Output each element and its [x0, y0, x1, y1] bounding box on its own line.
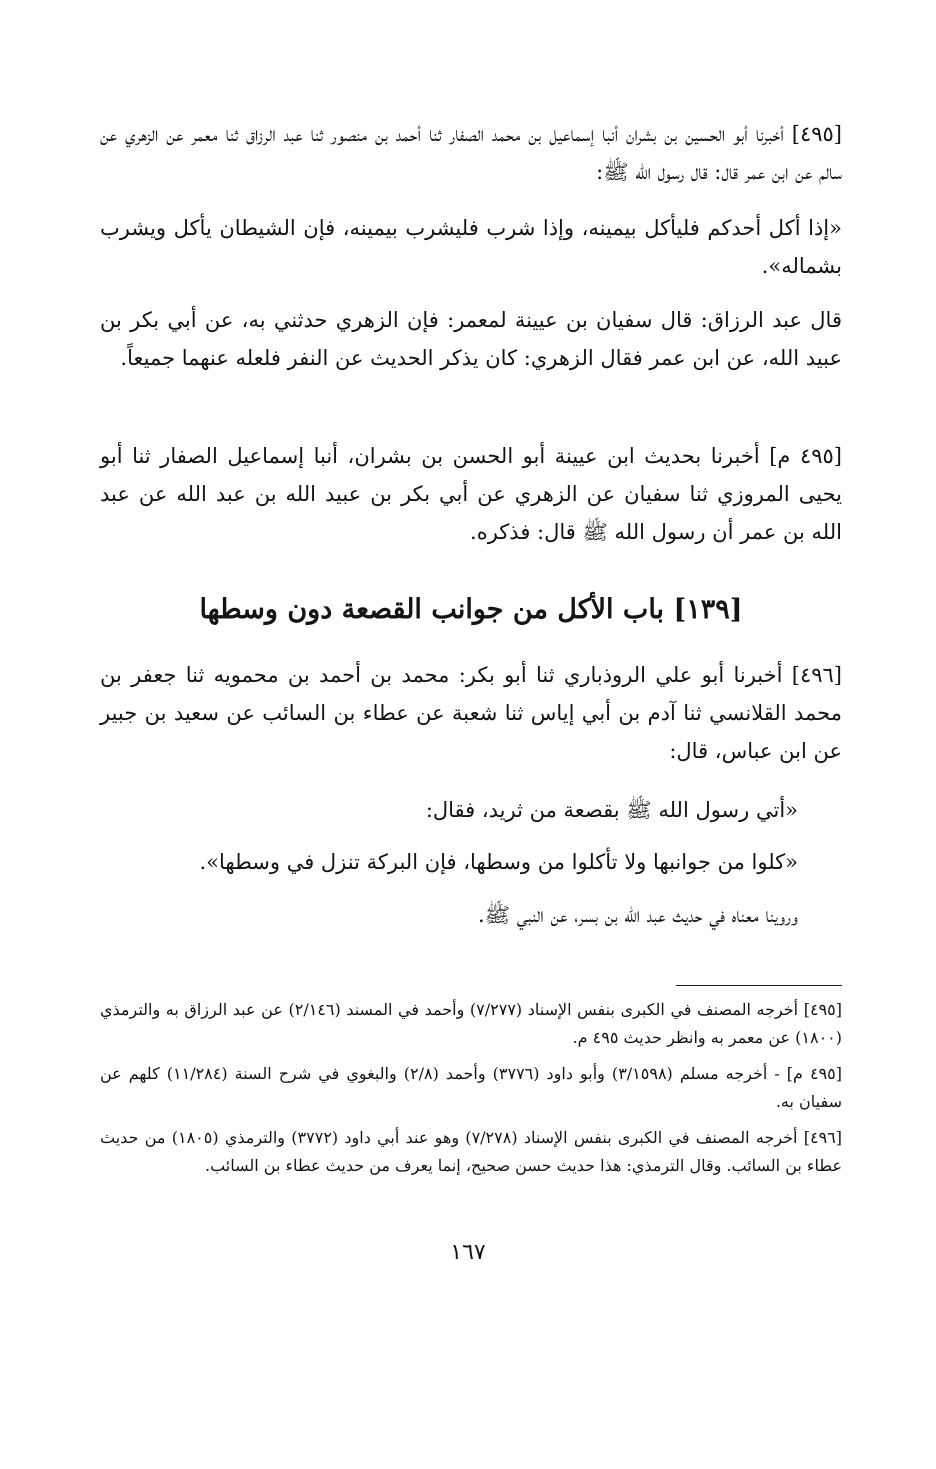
riwaya-note: وروينا معناه في حديث عبد الله بن بسر، عن النبي ﷺ.: [477, 903, 798, 927]
footnote-495m: [٤٩٥ م] - أخرجه مسلم (٣/١٥٩٨) وأبو داود (٣٧٧٦) وأحمد (٢/٨) والبغوي في شرح السنة (١١/٢٨٤) كلهم عن سفيان به.: [100, 1064, 843, 1111]
hadith-495m: [٤٩٥ م] أخبرنا بحديث ابن عيينة أبو الحسن بن بشران، أنبا إسماعيل الصفار ثنا أبو يحيى المروزي ثنا سفيان عن الزهري عن أبي بكر بن عبيد الله بن عبد الله عن عبد الله بن عمر أن رسول الله ﷺ قال: فذكره.: [100, 444, 842, 544]
abd-al-razzaq-comment: قال عبد الرزاق: قال سفيان بن عيينة لمعمر: فإن الزهري حدثني به، عن أبي بكر بن عبيد الله، عن ابن عمر فقال الزهري: كان يذكر الحديث عن النفر فلعله عنهما جميعاً.: [100, 308, 842, 370]
footnote-496: [٤٩٦] أخرجه المصنف في الكبرى بنفس الإسناد (٧/٢٧٨) وهو عند أبي داود (٣٧٧٢) والترمذي (١٨٠٥) من حديث عطاء بن السائب. وقال الترمذي: هذا حديث حسن صحيح، إنما يعرف من حديث عطاء بن السائب.: [100, 1128, 843, 1175]
chapter-heading: [١٣٩] باب الأكل من جوانب القصعة دون وسطها: [199, 594, 743, 625]
page-number: ١٦٧: [450, 1240, 486, 1265]
footnote-495: [٤٩٥] أخرجه المصنف في الكبرى بنفس الإسناد (٧/٢٧٧) وأحمد في المسند (٢/١٤٦) عن عبد الرزاق به والترمذي (١٨٠٠) عن معمر به وانظر حديث ٤٩٥ م.: [100, 1000, 842, 1047]
hadith-495-isnad: [٤٩٥] أخبرنا أبو الحسين بن بشران أنبا إسماعيل بن محمد الصفار ثنا أحمد بن منصور ثنا عبد الرزاق ثنا معمر عن الزهري عن سالم عن ابن عمر قال: قال رسول الله ﷺ:: [100, 122, 842, 184]
hadith-496-isnad: [٤٩٦] أخبرنا أبو علي الروذباري ثنا أبو بكر: محمد بن أحمد بن محمويه ثنا جعفر بن محمد القلانسي ثنا آدم بن أبي إياس ثنا شعبة عن عطاء بن السائب عن سعيد بن جبير عن ابن عباس، قال:: [100, 663, 842, 763]
footnote-separator: [676, 985, 842, 986]
hadith-495-matn: «إذا أكل أحدكم فليأكل بيمينه، وإذا شرب فليشرب بيمينه، فإن الشيطان يأكل ويشرب بشماله».: [100, 216, 842, 278]
hadith-496-matn-1: «أتي رسول الله ﷺ بقصعة من ثريد، فقال:: [425, 798, 798, 822]
hadith-496-matn-2: «كلوا من جوانبها ولا تأكلوا من وسطها، فإن البركة تنزل في وسطها».: [199, 850, 798, 874]
